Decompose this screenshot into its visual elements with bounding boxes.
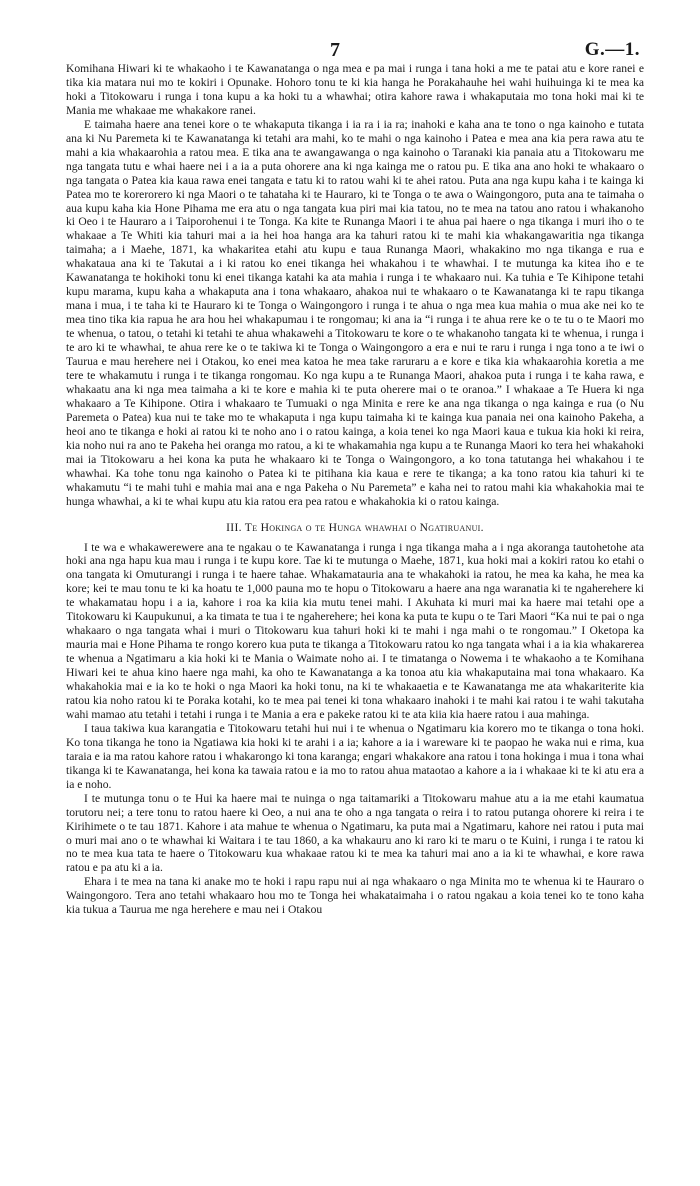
paragraph: I te wa e whakawerewere ana te ngakau o te Kawanatanga i runga i nga tikanga maha a i nga akoranga tautohetohe ata hoki ana nga hapu kua mau i runga i te kupu kore. Tae ki te mutunga o Maehe, 1871, kua hoki mai a kokiri ratou ko etahi o ona tangata ki Omuturangi i runga i te haere tahae. Whakamatauria ana te whakahoki ia ratou, he mea ka kaha, he mea ka kore; kei te mau tonu te ki ka hoatu te 1,000 pauna mo te hopu o Titokowaru a haere ana nga waranatia ki te ngaherehere ki te whakamatau hopu i a ia, kahore i roa ka kiia kia mutu tenei mahi. I Akuhata ki muri mai ka haere mai tetahi ope a Titokowaru ki Kaupukunui, a ka timata te tua i te ngaherehere; hei kona ka puta te kupu o te Tari Maori “Ka nui te pai o nga whakaaro o nga tangata whai i muri o Titokowaru kua tahuri hoki ki te mahi i nga mahi o te rongomau.” I Oketopa ka mauria mai e Hone Pihama te rongo korero kua puta te tikanga a Titokowaru ratou ko nga tangata whai i a ia kia whakarerea te whenua a Ngatimaru a kia hoki ki te Mania o Waimate noho ai. I te timatanga o Nowema i te whakaoho a te Komihana Hiwari kei te ahua kino haere nga mahi, ka oho te Kawanatanga a ka tonoa atu kia whakaputaina mai tona whakaaro. Ka whakahokia mai e ia ko te hoki o nga Maori ka hoki tonu, na ki te whakaaetia e te Kawanatanga me ata whakariterite kia ratou kia noho ratou ki te Poraka kotahi, ko te mea pai tenei ki tona whakaaro inahoki i te mahi kai ratou i te wahi takutaha wahi mamao atu tetahi i tetahi i runga i te Mania a era e pakeke ratou ki te ata kiia kia haere ratou i aua mahinga. — [66, 540, 644, 721]
document-reference: G.—1. — [584, 39, 640, 60]
document-page — [66, 0, 644, 1186]
page-header — [66, 0, 644, 62]
page-number: 7 — [330, 39, 340, 61]
paragraph: I te mutunga tonu o te Hui ka haere mai te nuinga o nga taitamariki a Titokowaru mahue atu a ia me etahi kaumatua torutoru nei; a tere tonu to ratou haere ki Oeo, a nui ana te oho a nga tangata o reira i to ratou putanga ohorere ki reira i te Kirihimete o te tau 1871. Kahore i ata mahue te whenua o Ngatimaru, ka puta mai a Ngatimaru, kahore nei ratou i puta mai o muri mai ano o te whawhai ki Waitara i te tau 1860, a ka whakauru ano ki raro ki te maru o te Kuini, i runga i te ratou ki no te mea kua tata te haere o Titokowaru kua whakaae ratou ki te mea ka tahuri mai ano a ia ki te whawhai, e kore rawa ratou e pa atu ki a ia. — [66, 791, 644, 875]
body-text — [66, 62, 644, 917]
paragraph: Ehara i te mea na tana ki anake mo te hoki i rapu rapu nui ai nga whakaaro o nga Minita mo te whenua ki te Hauraro o Waingongoro. Tera ano tetahi whakaaro hou mo te Tonga hei whakataimaha i o ratou ngakau a koia tenei ko te tono kaha kia tukua a Taurua me nga herehere e mau nei i Otakou — [66, 875, 644, 917]
section-heading: III. Te Hokinga o te Hunga whawhai o Ngatiruanui. — [226, 520, 484, 534]
paragraph: E taimaha haere ana tenei kore o te whakaputa tikanga i ia ra i ia ra; inahoki e kaha ana te tono o nga kainoho e tutata ana ki Nu Paremeta ki te Kawanatanga ki tetahi ara mahi, ko te mahi o nga kainoho i Patea e mea ana kia pera rawa atu te mahi a kia whakaarohia a ratou mea. E tika ana te awangawanga o nga kainoho o Taranaki kia panaia atu a Titokowaru me nga tangata tutu e whai haere nei i a ia a puta ohorere ana ki nga kainga me o ratou pu. E tika ana ano hoki te whakaaro o nga tangata o Patea kia kaua rawa enei tangata e tatu ki to ratou wahi ki te ahei ratou. Puta ana nga kupu kaha i te kainga ki Patea mo te korerorero ki nga Maori o te tahataha ki te Hauraro, ki te Tonga o te awa o Waingongoro, puta ana te taimaha o aua kupu kaha kia Hone Pihama me era atu o nga tangata kua piri mai kia tatou, no te mea na tatou ano ratou i whakanoho ki Oeo i te Hauraro a i Taiporohenui i te Tonga. Ka kite te Runanga Maori i te ahua pai haere o nga tikanga i muri iho o te whakaae a Te Whiti kia tahuri mai a ia hei hoa hanga ara ka tahuri ratou ki te mahi kia whakangawaritia nga tikanga taimaha; a i Maehe, 1871, ka whakaritea etahi atu kupu e taua Runanga Maori, whakakino mo nga tikanga e rua e whakataua ana ki te Takutai a i ki ratou ko enei tikanga hei whakahou i te whawhai. I te mutunga ka kitea iho e te Kawanatanga te hokihoki tonu ki enei tikanga katahi ka ata mahia i runga i te whakaaro nui. Ka tuhia e Te Kihipone tetahi kupu marama, kupu kaha a whakaputa ana i tona whakaaro, ahakoa nui te whakaaro o te Kawanatanga ki te rapu tikanga mana i mua, i te taha ki te Hauraro ki te Tonga o Waingongoro i runga i te ahua o nga mea kua mahia o mua ake nei ko te mea tino tika kia rapua he ara hou hei whakapumau i te rongomau; ki ana ia “i runga i te ahua rere ke o te tu o te Maori mo te whenua, o tatou, o tetahi ki tetahi te ahua whakawehi a Titokowaru te kore o te whakanoho tangata ki te whenua, i runga i te aro ki te whawhai, te ahua rere ke o te takiwa ki te Tonga o Waingongoro a era e nui te raru i runga i nga tono a te iwi o Taurua e mau herehere nei i Otakou, ko enei mea katoa he mea take raruraru a e kore e tika kia whakaarohia koretia a me tere te whakamutu i runga i te tikanga rongomau. Ko nga kupu a te Runanga Maori, ahakoa puta i runga i te kaha rawa, e whakaatu ana ki nga mea taimaha a ki te kore e mahia ki te puta oherere mai o te oranoa.” I whakaae a Te Huera ki nga whakaaro a Te Kihipone. Otira i whakaaro te Tumuaki o nga Minita e rere ke ana nga tikanga o nga kainga e rua (o Nu Paremeta o Patea) kua nui te take mo te whakaputa i nga kupu taimaha ki te kainga kua panaia nei ona kainoho Pakeha, a heoi ano te tikanga e hoki ai ratou ki te noho ano i o ratou kainga, a koia tenei ko nga Maori kaua e tukua kia hoki ki reira, kia noho nui ra ano te Pakeha hei oranga mo ratou, a ki te whakamahia nga kupu a te Runanga Maori ko tera hei whakahoki mai ia Titokowaru a hei kona ka puta he whakaaro ki te Tonga o Waingongoro, a ko tona tatutanga hei whakahou i te whawhai. Ka tohe tonu nga kainoho o Patea ki te pitihana kia kaua e rere te tikanga; a ka tono ratou kia tahuri ki te whakamutu “i te mahi tuhi e mahia mai ana e nga Pakeha o Nu Paremeta” e kaha nei to ratou mahi kia whakahokia mai te hunga whawhai, a ki te whai kupu atu kia ratou era pea ratou e whakahokia ki o ratou kainga. — [66, 117, 644, 508]
paragraph: I taua takiwa kua karangatia e Titokowaru tetahi hui nui i te whenua o Ngatimaru kia korero mo te tikanga o tona hoki. Ko tona tikanga he tono ia Ngatiawa kia hoki ki te arahi i a ia; kahore a ia i wareware ki te paopao he waka nui e rima, kua taraia e ia ma ratou kahore ratou i whakarongo ki tona karanga; engari whakakore ana ratou i tona hokinga i mua i tona whai tikanga ki te Kawanatanga, hei kona ka tawaia ratou e ia mo to ratou ahua mataotao a kahore a ia i whakaae ki te ki atu era a ia e noho. — [66, 721, 644, 791]
paragraph-continuation: Komihana Hiwari ki te whakaoho i te Kawanatanga o nga mea e pa mai i runga i tana hoki a me te patai atu e kore ranei e tika kia matara nui mo te kokiri i Opunake. Hohoro tonu te ki kia hanga he Porakahauhe hei wahi huihuinga ki te mea ka hoki a Titokowaru i runga i tona kupu a ka hoki tu a whawhai; otira kahore rawa i whakaputaia mo tona hoki mai ki te Mania me whakaae me whakakore ranei. — [66, 62, 644, 117]
